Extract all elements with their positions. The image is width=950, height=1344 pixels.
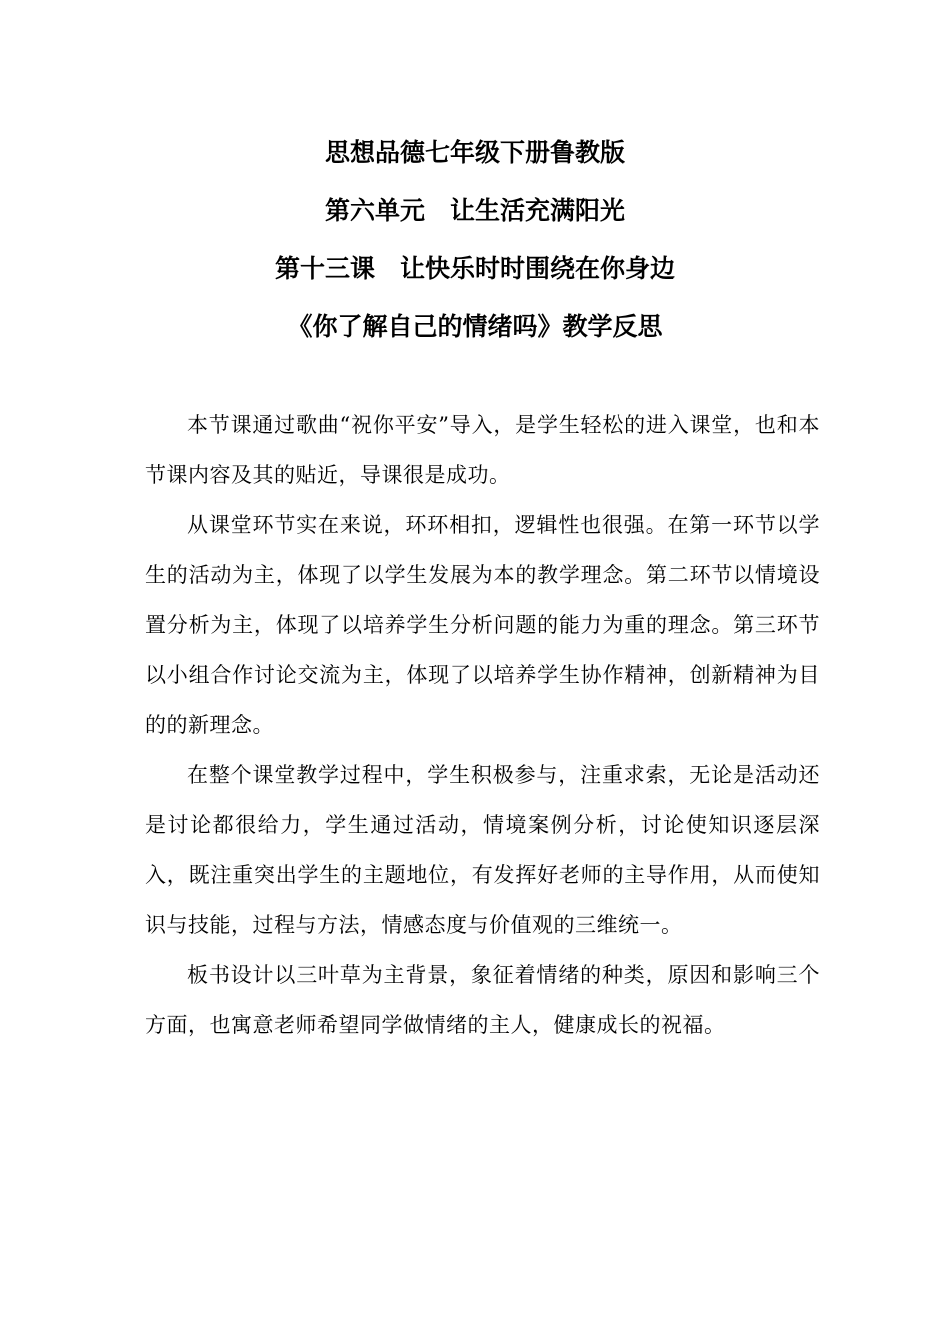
body-text: [145, 400, 820, 1050]
title-block: [0, 132, 950, 364]
paragraph-intro: 本节课通过歌曲“祝你平安”导入，是学生轻松的进入课堂，也和本节课内容及其的贴近，导课很是成功。: [145, 413, 820, 487]
unit-title: 第六单元 让生活充满阳光: [324, 196, 625, 225]
paragraph-structure: 从课堂环节实在来说，环环相扣，逻辑性也很强。在第一环节以学生的活动为主，体现了以学生发展为本的教学理念。第二环节以情境设置分析为主，体现了以培养学生分析问题的能力为重的理念。第三环节以小组合作讨论交流为主，体现了以培养学生协作精神，创新精神为目的的新理念。: [145, 513, 820, 737]
paragraph-board-design: 板书设计以三叶草为主背景，象征着情绪的种类，原因和影响三个方面，也寓意老师希望同学做情绪的主人，健康成长的祝福。: [145, 963, 820, 1037]
lesson-title: 第十三课 让快乐时时围绕在你身边: [274, 254, 675, 283]
reflection-title: 《你了解自己的情绪吗》教学反思: [287, 312, 663, 341]
paragraph-process: 在整个课堂教学过程中，学生积极参与，注重求索，无论是活动还是讨论都很给力，学生通过活动，情境案例分析，讨论使知识逐层深入，既注重突出学生的主题地位，有发挥好老师的主导作用，从而使知识与技能，过程与方法，情感态度与价值观的三维统一。: [145, 763, 820, 937]
textbook-title: 思想品德七年级下册鲁教版: [324, 138, 625, 167]
